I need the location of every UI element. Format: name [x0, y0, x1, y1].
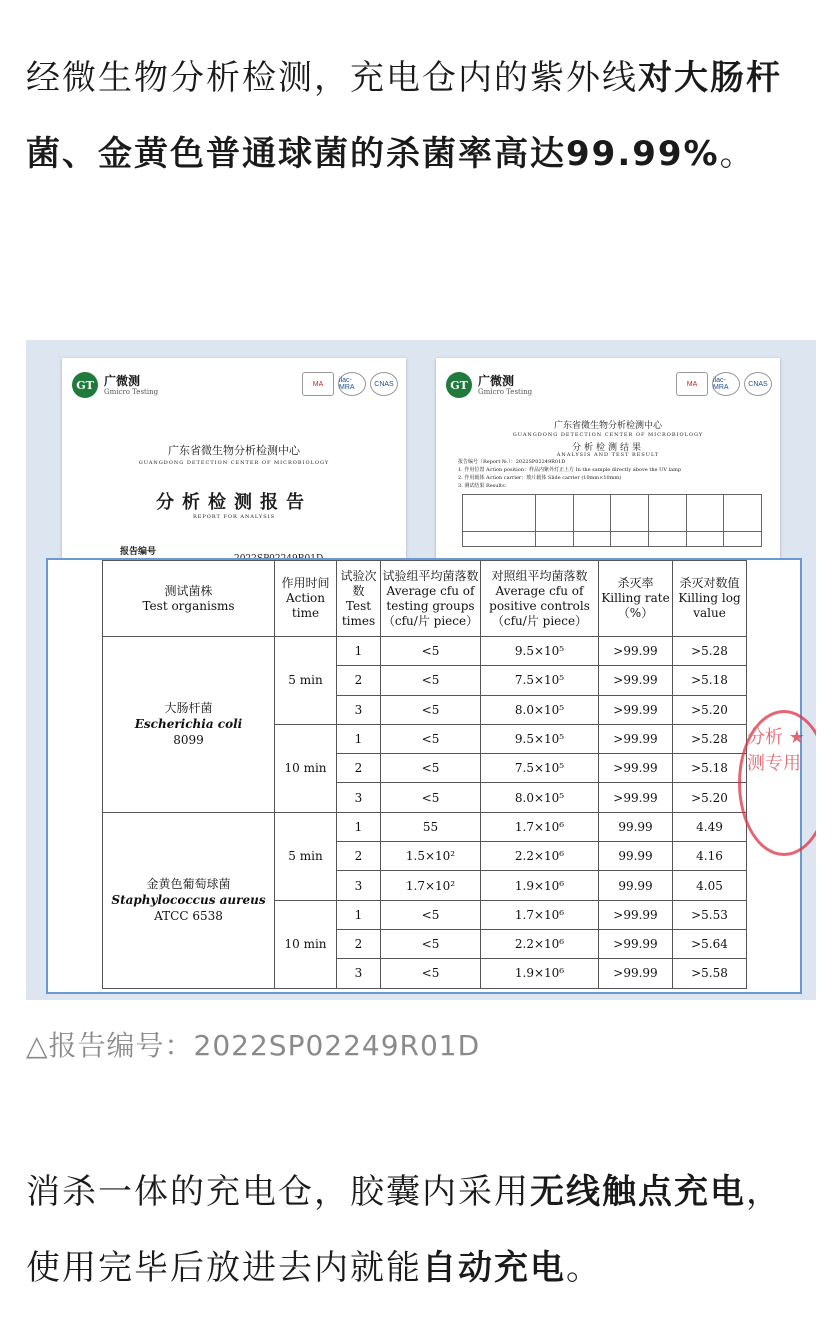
- results-table: [102, 560, 747, 989]
- intro-end: 。: [719, 134, 756, 174]
- cell-log: >5.18: [673, 666, 747, 695]
- organism-cell: 金黄色葡萄球菌 Staphylococcus aureus ATCC 6538: [103, 812, 275, 988]
- cell-ctrl: 9.5×10⁵: [481, 724, 599, 753]
- action-time-cell: 10 min: [275, 724, 337, 812]
- ilac-mark-icon: ilac-MRA: [338, 372, 366, 396]
- cell-n: 3: [337, 959, 381, 988]
- cell-rate: >99.99: [599, 637, 673, 666]
- certification-marks: [676, 372, 772, 396]
- center-name-cn: 广东省微生物分析检测中心: [168, 444, 300, 457]
- cell-n: 1: [337, 724, 381, 753]
- result-note: 3. 测试结果 Results：: [458, 483, 510, 489]
- center-name-en: GUANGDONG DETECTION CENTER OF MICROBIOLOGY: [138, 460, 330, 466]
- certification-marks: [302, 372, 398, 396]
- cell-log: >5.28: [673, 637, 747, 666]
- cell-test: <5: [381, 959, 481, 988]
- cell-test: 1.7×10²: [381, 871, 481, 900]
- cell-ctrl: 2.2×10⁶: [481, 842, 599, 871]
- cell-rate: >99.99: [599, 959, 673, 988]
- report-title-cn: 分析检测报告: [156, 492, 312, 513]
- cell-rate: >99.99: [599, 724, 673, 753]
- cell-n: 3: [337, 871, 381, 900]
- outro-bold-text: 无线触点充电: [530, 1172, 746, 1212]
- cell-rate: >99.99: [599, 695, 673, 724]
- image-caption: △报告编号：2022SP02249R01D: [26, 1029, 481, 1062]
- cell-rate: >99.99: [599, 754, 673, 783]
- action-time-cell: 10 min: [275, 900, 337, 988]
- report-title-en: REPORT FOR ANALYSIS: [192, 514, 276, 520]
- cell-rate: >99.99: [599, 666, 673, 695]
- cell-n: 2: [337, 666, 381, 695]
- cell-test: <5: [381, 695, 481, 724]
- brand-cn: 广微测: [104, 374, 141, 388]
- cell-ctrl: 1.7×10⁶: [481, 812, 599, 841]
- cell-log: >5.64: [673, 929, 747, 958]
- cnas-mark-icon: CNAS: [370, 372, 398, 396]
- cnas-mark-icon: CNAS: [744, 372, 772, 396]
- action-time-cell: 5 min: [275, 812, 337, 900]
- brand-en: Gmicro Testing: [104, 388, 159, 396]
- header-action-time: 作用时间 Action time: [275, 561, 337, 637]
- cell-test: 55: [381, 812, 481, 841]
- cell-ctrl: 2.2×10⁶: [481, 929, 599, 958]
- cell-n: 3: [337, 783, 381, 812]
- cell-ctrl: 1.9×10⁶: [481, 871, 599, 900]
- header-organisms: 测试菌株 Test organisms: [103, 561, 275, 637]
- report-image: [26, 340, 816, 1000]
- cell-n: 2: [337, 754, 381, 783]
- cell-n: 1: [337, 900, 381, 929]
- cell-ctrl: 8.0×10⁵: [481, 695, 599, 724]
- table-row: [103, 637, 747, 666]
- cell-test: <5: [381, 900, 481, 929]
- table-header-row: [103, 561, 747, 637]
- outro-text: ，使用完毕后放进去内就能: [26, 1172, 782, 1288]
- cell-rate: >99.99: [599, 900, 673, 929]
- cell-log: >5.18: [673, 754, 747, 783]
- result-title-en: ANALYSIS AND TEST RESULT: [556, 452, 660, 458]
- result-title-cn: 分析检测结果: [571, 443, 644, 453]
- header-control-cfu: 对照组平均菌落数 Average cfu of positive controls （cfu/片 piece）: [481, 561, 599, 637]
- header-killing-rate: 杀灭率 Killing rate （%）: [599, 561, 673, 637]
- cell-rate: 99.99: [599, 812, 673, 841]
- cell-n: 2: [337, 842, 381, 871]
- cell-n: 2: [337, 929, 381, 958]
- cell-log: 4.16: [673, 842, 747, 871]
- outro-text: 消杀一体的充电仓，胶囊内采用: [26, 1172, 530, 1212]
- cell-log: >5.20: [673, 695, 747, 724]
- cell-log: >5.28: [673, 724, 747, 753]
- stamp-text: 分析 ★ 测专用: [747, 727, 805, 774]
- outro-text: 。: [566, 1248, 602, 1288]
- ilac-mark-icon: ilac-MRA: [712, 372, 740, 396]
- gmicro-logo-icon: GT: [446, 372, 472, 398]
- cell-log: 4.05: [673, 871, 747, 900]
- cell-rate: >99.99: [599, 929, 673, 958]
- brand-en: Gmicro Testing: [478, 388, 533, 396]
- cell-n: 3: [337, 695, 381, 724]
- cell-rate: >99.99: [599, 783, 673, 812]
- cell-log: >5.20: [673, 783, 747, 812]
- cell-test: <5: [381, 929, 481, 958]
- result-note: 2. 作用载体 Action carrier：玻片载体 Slide carrier (10mm×10mm): [458, 475, 622, 481]
- cell-test: <5: [381, 666, 481, 695]
- header-test-times: 试验次数 Test times: [337, 561, 381, 637]
- organism-cell: 大肠杆菌 Escherichia coli 8099: [103, 637, 275, 813]
- outro-bold-text: 自动充电: [422, 1248, 566, 1288]
- action-time-cell: 5 min: [275, 637, 337, 725]
- cell-n: 1: [337, 637, 381, 666]
- header-killing-log: 杀灭对数值 Killing log value: [673, 561, 747, 637]
- result-table-preview: [462, 494, 762, 547]
- result-notes: [458, 458, 768, 490]
- cell-test: <5: [381, 754, 481, 783]
- cell-ctrl: 1.7×10⁶: [481, 900, 599, 929]
- intro-paragraph: [26, 40, 816, 192]
- report-no-label: 报告编号: [120, 547, 157, 557]
- cell-ctrl: 7.5×10⁵: [481, 754, 599, 783]
- cell-log: >5.58: [673, 959, 747, 988]
- cell-test: <5: [381, 637, 481, 666]
- table-row: [103, 812, 747, 841]
- outro-paragraph: [26, 1154, 816, 1306]
- result-note: 报告编号（Report №.）：2022SP02249R01D: [458, 459, 566, 465]
- cell-test: <5: [381, 724, 481, 753]
- cma-mark-icon: MA: [302, 372, 334, 396]
- intro-text: 经微生物分析检测，充电仓内的紫外线: [26, 58, 638, 98]
- cell-ctrl: 9.5×10⁵: [481, 637, 599, 666]
- red-seal-stamp: [738, 710, 816, 856]
- center-name-cn: 广东省微生物分析检测中心: [553, 421, 662, 431]
- intro-bold-text: 对大肠杆菌、金黄色普通球菌的杀菌率高达99.99%: [26, 58, 782, 174]
- cma-mark-icon: MA: [676, 372, 708, 396]
- cell-ctrl: 1.9×10⁶: [481, 959, 599, 988]
- cell-ctrl: 8.0×10⁵: [481, 783, 599, 812]
- results-table-zoom: [46, 558, 805, 994]
- result-note: 1. 作用位置 Action position：样品内紫外灯正上方 In the sample directly above the UV lamp: [458, 467, 682, 473]
- gmicro-logo-icon: GT: [72, 372, 98, 398]
- cell-ctrl: 7.5×10⁵: [481, 666, 599, 695]
- cell-log: 4.49: [673, 812, 747, 841]
- cell-rate: 99.99: [599, 842, 673, 871]
- cell-n: 1: [337, 812, 381, 841]
- header-testing-cfu: 试验组平均菌落数 Average cfu of testing groups （cfu/片 piece）: [381, 561, 481, 637]
- cell-rate: 99.99: [599, 871, 673, 900]
- center-name-en: GUANGDONG DETECTION CENTER OF MICROBIOLOGY: [512, 432, 704, 438]
- cell-test: <5: [381, 783, 481, 812]
- cell-test: 1.5×10²: [381, 842, 481, 871]
- brand-cn: 广微测: [478, 374, 515, 388]
- cell-log: >5.53: [673, 900, 747, 929]
